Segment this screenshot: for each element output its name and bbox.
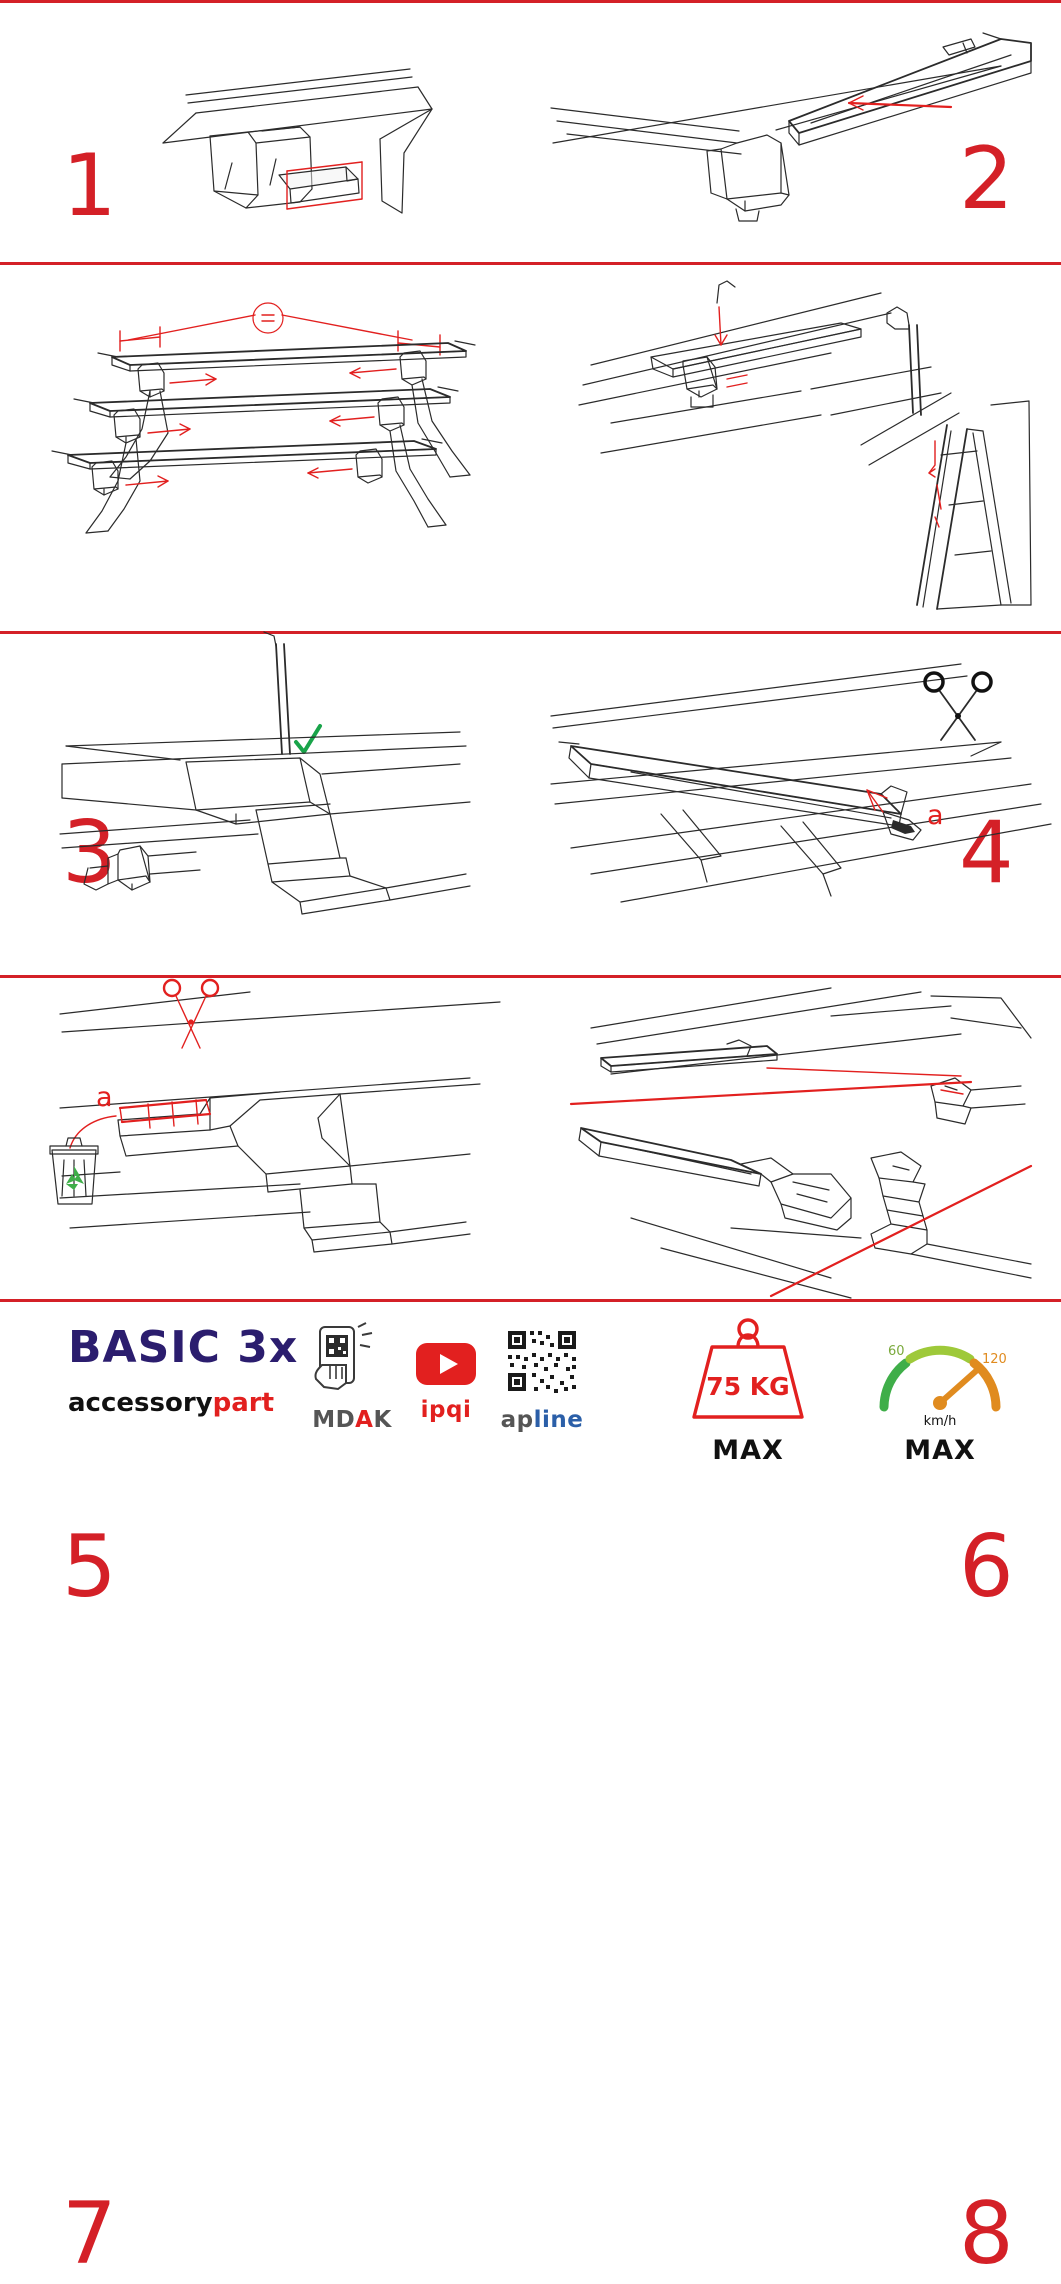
weight-icon xyxy=(668,1313,828,1431)
ipqi-label: ipqi xyxy=(420,1397,472,1423)
speed-limit-caption: MAX xyxy=(904,1435,976,1466)
qr-scan-hand-icon xyxy=(292,1321,412,1399)
step-2-panel xyxy=(531,3,1061,262)
step-1-number: 1 xyxy=(62,136,117,236)
product-name: BASIC xyxy=(68,1322,221,1373)
speed-limit-block xyxy=(860,1313,1020,1466)
marker-a-step-6: a xyxy=(927,800,944,831)
step-4-panel xyxy=(531,265,1061,903)
apline-label: apline xyxy=(500,1407,584,1433)
recycle-bin-icon xyxy=(50,1138,98,1204)
check-mark xyxy=(296,726,320,752)
step-4-number: 4 xyxy=(959,803,1014,903)
scissors-icon-red xyxy=(164,980,218,1048)
speedometer-icon xyxy=(860,1313,1020,1431)
qrcode-logo-block[interactable] xyxy=(478,1323,606,1433)
brand-name-second: part xyxy=(212,1388,275,1418)
step-7-illustration xyxy=(0,978,530,1299)
step-6-number: 6 xyxy=(959,1517,1014,1617)
step-3-illustration xyxy=(0,265,530,631)
step-8-number: 8 xyxy=(959,2184,1014,2284)
footer-bar xyxy=(0,1299,1061,1500)
product-quantity: 3x xyxy=(237,1322,299,1373)
step-7-number: 7 xyxy=(62,2184,117,2284)
step-5-illustration xyxy=(0,634,530,975)
load-limit-value: 75 KG xyxy=(706,1372,790,1401)
mdak-label: MDAK xyxy=(312,1407,392,1433)
scissors-icon xyxy=(925,673,991,740)
load-limit-block xyxy=(668,1313,828,1466)
step-4-illustration xyxy=(531,265,1061,631)
marker-a-step-7: a xyxy=(96,1082,113,1113)
step-6-illustration xyxy=(531,634,1061,975)
step-8-illustration xyxy=(531,978,1061,1299)
product-brand-block xyxy=(68,1322,299,1418)
speed-tick-120: 120 xyxy=(982,1352,1007,1367)
product-name-line xyxy=(68,1322,299,1373)
step-3-number: 3 xyxy=(62,803,117,903)
step-3-panel xyxy=(0,265,530,903)
speed-unit: km/h xyxy=(923,1414,957,1429)
mdak-logo-block[interactable] xyxy=(292,1321,412,1433)
qr-code-icon xyxy=(478,1323,606,1399)
speed-tick-60: 60 xyxy=(888,1344,905,1359)
load-limit-caption: MAX xyxy=(712,1435,784,1466)
brand-name-line xyxy=(68,1390,298,1416)
brand-name-first: accessory xyxy=(68,1388,213,1418)
step-2-number: 2 xyxy=(959,129,1014,229)
step-1-panel xyxy=(0,3,530,262)
step-5-number: 5 xyxy=(62,1517,117,1617)
